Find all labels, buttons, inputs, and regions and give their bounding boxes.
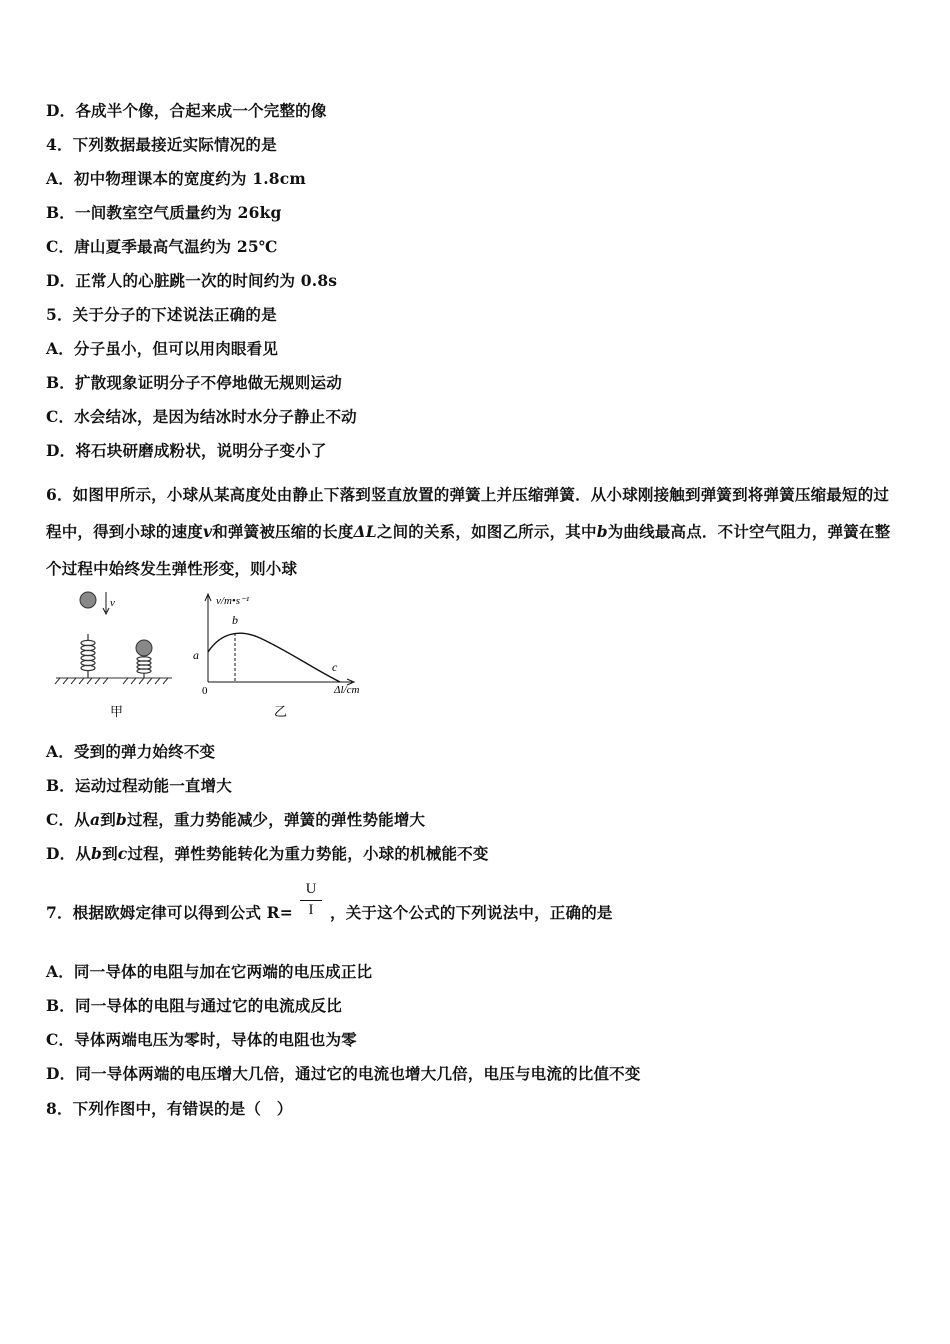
q5-option-c: C．水会结冰，是因为结冰时水分子静止不动 — [46, 407, 357, 426]
point-a-label: a — [193, 648, 199, 662]
q8-stem: 8．下列作图中，有错误的是（ ） — [46, 1099, 293, 1118]
q5-option-b: B．扩散现象证明分子不停地做无规则运动 — [46, 373, 342, 392]
q6-stem-part1: 6．如图甲所示，小球从某高度处由静止下落到竖直放置的弹簧上并压缩弹簧．从小球刚接触到弹簧到将弹簧压缩最短的过程中，得到小球的速度 — [46, 485, 890, 541]
q6-figure — [52, 586, 392, 726]
q6-stem-part4: 为曲线最高点．不计空气阻力，弹簧在整个过程中始终发生弹性形变，则小球 — [46, 522, 891, 578]
q6-var-b: b — [596, 522, 608, 541]
falling-ball — [80, 592, 96, 608]
q6c-var-a: a — [89, 810, 101, 829]
q6c-part2: 到 — [100, 810, 116, 829]
point-b-label: b — [232, 613, 238, 627]
q6c-var-b: b — [115, 810, 127, 829]
q5-option-a: A．分子虽小，但可以用肉眼看见 — [46, 339, 279, 358]
q6-option-a: A．受到的弹力始终不变 — [46, 742, 216, 761]
point-c-label: c — [332, 660, 338, 674]
q6c-part1: C．从 — [46, 810, 90, 829]
q5-option-d: D．将石块研磨成粉状，说明分子变小了 — [46, 441, 327, 460]
ball-on-spring — [136, 640, 152, 656]
q6-var-dl: ΔL — [353, 522, 377, 541]
q7-option-d: D．同一导体两端的电压增大几倍，通过它的电流也增大几倍，电压与电流的比值不变 — [46, 1064, 641, 1083]
q7-option-c: C．导体两端电压为零时，导体的电阻也为零 — [46, 1030, 357, 1049]
q7-stem-pre: 7．根据欧姆定律可以得到公式 R= — [46, 903, 293, 922]
q6-var-v: v — [203, 522, 213, 541]
q6-option-b: B．运动过程动能一直增大 — [46, 776, 233, 795]
jia-v-label: v — [110, 597, 115, 609]
fraction-numerator: U — [305, 881, 317, 897]
yi-xlabel: Δl/cm — [334, 684, 360, 696]
q6-stem-part3: 之间的关系，如图乙所示，其中 — [376, 522, 597, 541]
ground — [55, 678, 172, 684]
q4-option-a: A．初中物理课本的宽度约为 1.8cm — [46, 169, 307, 188]
q6-stem-part2: 和弹簧被压缩的长度 — [212, 522, 354, 541]
q4-option-d: D．正常人的心脏跳一次的时间约为 0.8s — [46, 271, 338, 290]
yi-label: 乙 — [274, 704, 288, 719]
yi-ylabel: v/m•s⁻¹ — [216, 595, 250, 607]
ohm-fraction — [296, 880, 326, 919]
q6d-var-b: b — [91, 844, 103, 863]
graph-origin: 0 — [202, 685, 208, 697]
q6-option-c — [46, 810, 425, 830]
spring-uncompressed — [81, 634, 95, 678]
q7-option-a: A．同一导体的电阻与加在它两端的电压成正比 — [46, 962, 373, 981]
q6d-var-c: c — [117, 844, 128, 863]
q7-stem-post: ，关于这个公式的下列说法中，正确的是 — [330, 903, 613, 922]
q4-stem: 4．下列数据最接近实际情况的是 — [46, 135, 277, 154]
q6-stem — [46, 476, 898, 587]
jia-label: 甲 — [110, 704, 124, 719]
q6d-part1: D．从 — [46, 844, 92, 863]
spring-compressed — [137, 657, 151, 678]
fraction-denominator: I — [308, 902, 314, 918]
q6c-part3: 过程，重力势能减少，弹簧的弹性势能增大 — [126, 810, 426, 829]
q5-stem: 5．关于分子的下述说法正确的是 — [46, 305, 277, 324]
q6-option-d — [46, 844, 489, 864]
velocity-curve — [208, 633, 340, 682]
q4-option-b: B．一间教室空气质量约为 26kg — [46, 203, 282, 222]
q6d-part3: 过程，弹性势能转化为重力势能，小球的机械能不变 — [127, 844, 489, 863]
q6d-part2: 到 — [102, 844, 118, 863]
q3-option-d: D．各成半个像，合起来成一个完整的像 — [46, 101, 327, 120]
q4-option-c: C．唐山夏季最高气温约为 25℃ — [46, 237, 278, 256]
q7-option-b: B．同一导体的电阻与通过它的电流成反比 — [46, 996, 342, 1015]
